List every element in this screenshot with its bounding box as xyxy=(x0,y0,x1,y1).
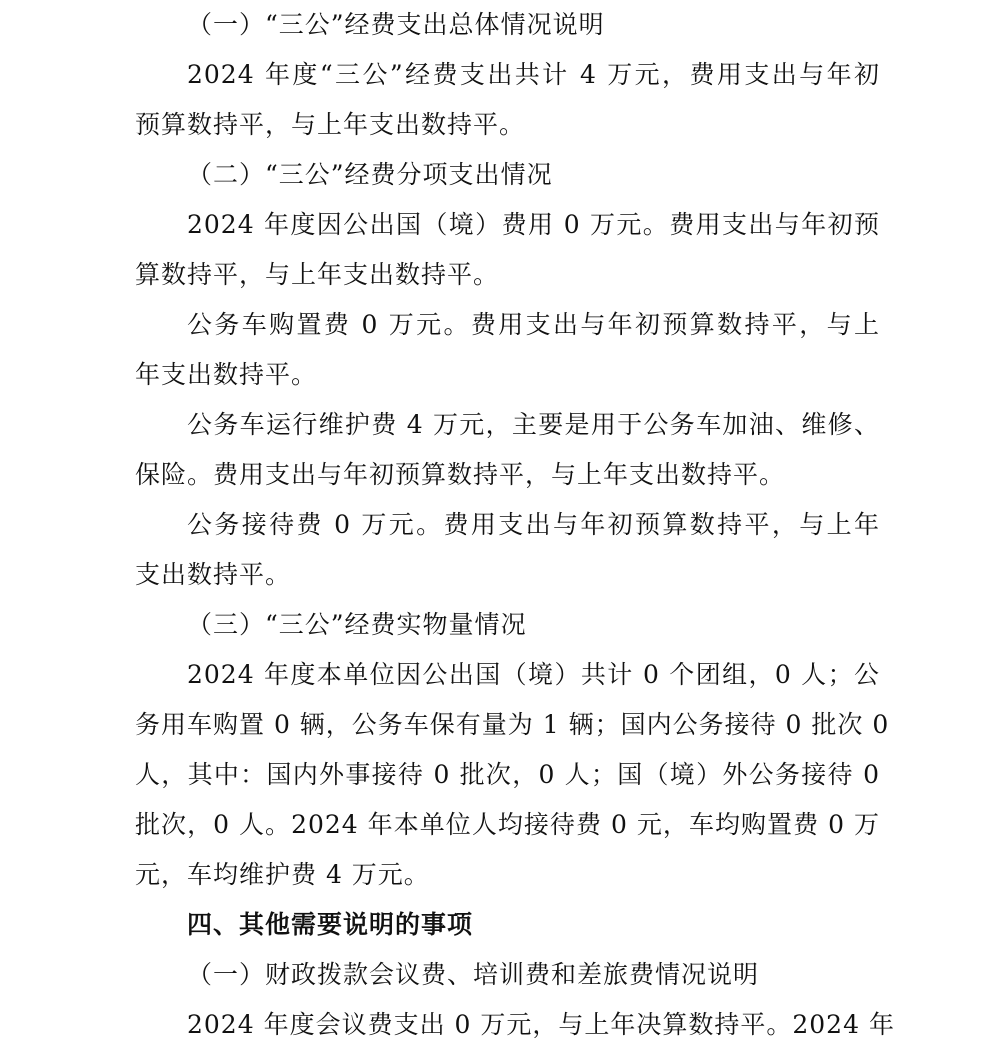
paragraph-line: 保险。费用支出与年初预算数持平，与上年支出数持平。 xyxy=(135,460,786,489)
section-heading-4: 四、其他需要说明的事项 xyxy=(187,910,474,939)
subheading-4-1: （一）财政拨款会议费、培训费和差旅费情况说明 xyxy=(187,960,760,989)
paragraph-line: 人，其中：国内外事接待 0 批次，0 人；国（境）外公务接待 0 xyxy=(135,760,880,789)
paragraph-line: 2024 年度本单位因公出国（境）共计 0 个团组，0 人；公 xyxy=(187,660,880,689)
subheading-1: （一）“三公”经费支出总体情况说明 xyxy=(187,10,605,39)
subheading-2: （二）“三公”经费分项支出情况 xyxy=(187,160,553,189)
subheading-3: （三）“三公”经费实物量情况 xyxy=(187,610,527,639)
paragraph-line: 2024 年度“三公”经费支出共计 4 万元，费用支出与年初 xyxy=(187,60,880,89)
paragraph-line: 务用车购置 0 辆，公务车保有量为 1 辆；国内公务接待 0 批次 0 xyxy=(135,710,890,739)
paragraph-line: 2024 年度因公出国（境）费用 0 万元。费用支出与年初预 xyxy=(187,210,880,239)
paragraph-line: 预算数持平，与上年支出数持平。 xyxy=(135,110,526,139)
paragraph-line: 公务接待费 0 万元。费用支出与年初预算数持平，与上年 xyxy=(187,510,880,539)
paragraph-line: 元，车均维护费 4 万元。 xyxy=(135,860,430,889)
paragraph-line: 2024 年度会议费支出 0 万元，与上年决算数持平。2024 年 xyxy=(187,1010,895,1039)
paragraph-line: 公务车运行维护费 4 万元，主要是用于公务车加油、维修、 xyxy=(187,410,880,439)
paragraph-line: 批次，0 人。2024 年本单位人均接待费 0 元，车均购置费 0 万 xyxy=(135,810,880,839)
paragraph-line: 支出数持平。 xyxy=(135,560,292,589)
paragraph-line: 算数持平，与上年支出数持平。 xyxy=(135,260,500,289)
paragraph-line: 公务车购置费 0 万元。费用支出与年初预算数持平，与上 xyxy=(187,310,880,339)
paragraph-line: 年支出数持平。 xyxy=(135,360,318,389)
